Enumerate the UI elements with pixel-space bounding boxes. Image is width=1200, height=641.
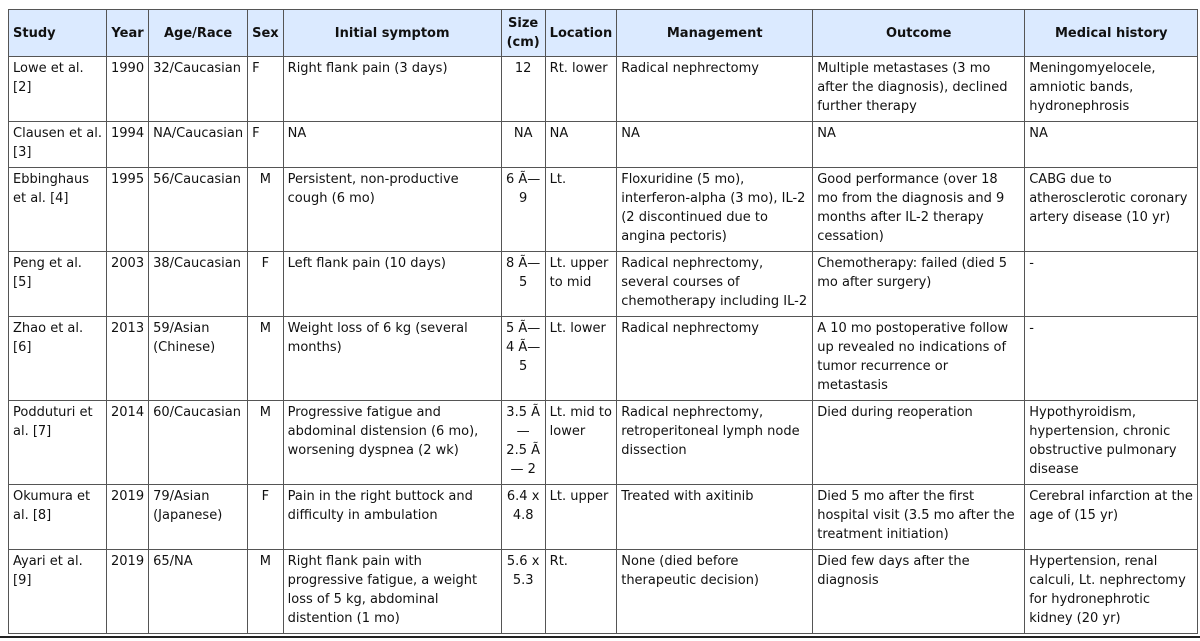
- cell-study: Podduturi et al. [7]: [9, 401, 107, 485]
- cell-size: 6 Ã— 9: [501, 168, 545, 252]
- cell-location: Rt. lower: [545, 57, 617, 122]
- cell-age-race: 79/Asian (Japanese): [149, 485, 248, 550]
- cell-size: 5.6 x 5.3: [501, 550, 545, 634]
- cell-sex: F: [248, 57, 284, 122]
- cell-location: Lt.: [545, 168, 617, 252]
- header-sex: Sex: [248, 10, 284, 57]
- cell-management: Radical nephrectomy, several courses of chemotherapy including IL-2: [617, 252, 813, 317]
- cell-age-race: 59/Asian (Chinese): [149, 317, 248, 401]
- cell-initial-symptom: Progressive fatigue and abdominal distension (6 mo), worsening dyspnea (2 wk): [283, 401, 501, 485]
- table-row: [9, 57, 1198, 122]
- header-location: Location: [545, 10, 617, 57]
- header-outcome: Outcome: [813, 10, 1025, 57]
- cell-study: Lowe et al. [2]: [9, 57, 107, 122]
- table-row: [9, 401, 1198, 485]
- cell-medical-history: -: [1025, 317, 1198, 401]
- cell-size: 6.4 x 4.8: [501, 485, 545, 550]
- cell-size: NA: [501, 122, 545, 168]
- cell-sex: M: [248, 168, 284, 252]
- cell-sex: M: [248, 401, 284, 485]
- cell-year: 2014: [107, 401, 149, 485]
- cell-age-race: 65/NA: [149, 550, 248, 634]
- table-row: [9, 252, 1198, 317]
- cell-initial-symptom: Weight loss of 6 kg (several months): [283, 317, 501, 401]
- case-table: [8, 9, 1198, 634]
- cell-year: 2019: [107, 550, 149, 634]
- table-row: [9, 168, 1198, 252]
- cell-management: Radical nephrectomy, retroperitoneal lymph node dissection: [617, 401, 813, 485]
- cell-year: 1990: [107, 57, 149, 122]
- cell-age-race: 60/Caucasian: [149, 401, 248, 485]
- cell-sex: F: [248, 252, 284, 317]
- cell-sex: F: [248, 485, 284, 550]
- cell-study: Okumura et al. [8]: [9, 485, 107, 550]
- cell-location: Lt. mid to lower: [545, 401, 617, 485]
- cell-medical-history: -: [1025, 252, 1198, 317]
- header-size: Size (cm): [501, 10, 545, 57]
- cell-study: Zhao et al. [6]: [9, 317, 107, 401]
- cell-sex: M: [248, 550, 284, 634]
- cell-location: NA: [545, 122, 617, 168]
- cell-management: Treated with axitinib: [617, 485, 813, 550]
- case-table-container: [8, 9, 1198, 634]
- cell-medical-history: Meningomyelocele, amniotic bands, hydronephrosis: [1025, 57, 1198, 122]
- header-study: Study: [9, 10, 107, 57]
- cell-location: Lt. upper: [545, 485, 617, 550]
- cell-initial-symptom: Right flank pain (3 days): [283, 57, 501, 122]
- cell-medical-history: Hypothyroidism, hypertension, chronic obstructive pulmonary disease: [1025, 401, 1198, 485]
- cell-year: 1994: [107, 122, 149, 168]
- cell-medical-history: Cerebral infarction at the age of (15 yr): [1025, 485, 1198, 550]
- cell-management: NA: [617, 122, 813, 168]
- table-row: [9, 485, 1198, 550]
- cell-sex: F: [248, 122, 284, 168]
- cell-outcome: NA: [813, 122, 1025, 168]
- header-year: Year: [107, 10, 149, 57]
- cell-study: Clausen et al. [3]: [9, 122, 107, 168]
- cell-outcome: Died during reoperation: [813, 401, 1025, 485]
- cell-size: 3.5 Ã— 2.5 Ã— 2: [501, 401, 545, 485]
- cell-sex: M: [248, 317, 284, 401]
- cell-management: Radical nephrectomy: [617, 57, 813, 122]
- cell-outcome: Died 5 mo after the first hospital visit (3.5 mo after the treatment initiation): [813, 485, 1025, 550]
- cell-initial-symptom: NA: [283, 122, 501, 168]
- header-row: [9, 10, 1198, 57]
- cell-initial-symptom: Pain in the right buttock and difficulty in ambulation: [283, 485, 501, 550]
- cell-outcome: A 10 mo postoperative follow up revealed no indications of tumor recurrence or metastasis: [813, 317, 1025, 401]
- cell-location: Lt. lower: [545, 317, 617, 401]
- header-age-race: Age/Race: [149, 10, 248, 57]
- cell-year: 2013: [107, 317, 149, 401]
- cell-outcome: Chemotherapy: failed (died 5 mo after surgery): [813, 252, 1025, 317]
- cell-study: Ebbinghaus et al. [4]: [9, 168, 107, 252]
- cell-year: 2019: [107, 485, 149, 550]
- table-row: [9, 317, 1198, 401]
- cell-age-race: 56/Caucasian: [149, 168, 248, 252]
- cell-year: 2003: [107, 252, 149, 317]
- cell-size: 5 Ã— 4 Ã— 5: [501, 317, 545, 401]
- header-medical-history: Medical history: [1025, 10, 1198, 57]
- cell-medical-history: NA: [1025, 122, 1198, 168]
- cell-age-race: 32/Caucasian: [149, 57, 248, 122]
- cell-study: Ayari et al. [9]: [9, 550, 107, 634]
- cell-management: Radical nephrectomy: [617, 317, 813, 401]
- cell-initial-symptom: Left flank pain (10 days): [283, 252, 501, 317]
- cell-study: Peng et al. [5]: [9, 252, 107, 317]
- cell-size: 12: [501, 57, 545, 122]
- cell-year: 1995: [107, 168, 149, 252]
- cell-outcome: Multiple metastases (3 mo after the diagnosis), declined further therapy: [813, 57, 1025, 122]
- cell-location: Rt.: [545, 550, 617, 634]
- cell-medical-history: Hypertension, renal calculi, Lt. nephrectomy for hydronephrotic kidney (20 yr): [1025, 550, 1198, 634]
- cell-size: 8 Ã— 5: [501, 252, 545, 317]
- cell-management: None (died before therapeutic decision): [617, 550, 813, 634]
- cell-initial-symptom: Right flank pain with progressive fatigue, a weight loss of 5 kg, abdominal distention (1 mo): [283, 550, 501, 634]
- cell-location: Lt. upper to mid: [545, 252, 617, 317]
- bottom-rule: [0, 636, 1200, 638]
- cell-initial-symptom: Persistent, non-productive cough (6 mo): [283, 168, 501, 252]
- cell-age-race: 38/Caucasian: [149, 252, 248, 317]
- cell-outcome: Good performance (over 18 mo from the diagnosis and 9 months after IL-2 therapy cessation): [813, 168, 1025, 252]
- header-initial-symptom: Initial symptom: [283, 10, 501, 57]
- table-row: [9, 122, 1198, 168]
- header-management: Management: [617, 10, 813, 57]
- cell-management: Floxuridine (5 mo), interferon-alpha (3 mo), IL-2 (2 discontinued due to angina pectoris): [617, 168, 813, 252]
- cell-outcome: Died few days after the diagnosis: [813, 550, 1025, 634]
- table-row: [9, 550, 1198, 634]
- cell-medical-history: CABG due to atherosclerotic coronary artery disease (10 yr): [1025, 168, 1198, 252]
- cell-age-race: NA/Caucasian: [149, 122, 248, 168]
